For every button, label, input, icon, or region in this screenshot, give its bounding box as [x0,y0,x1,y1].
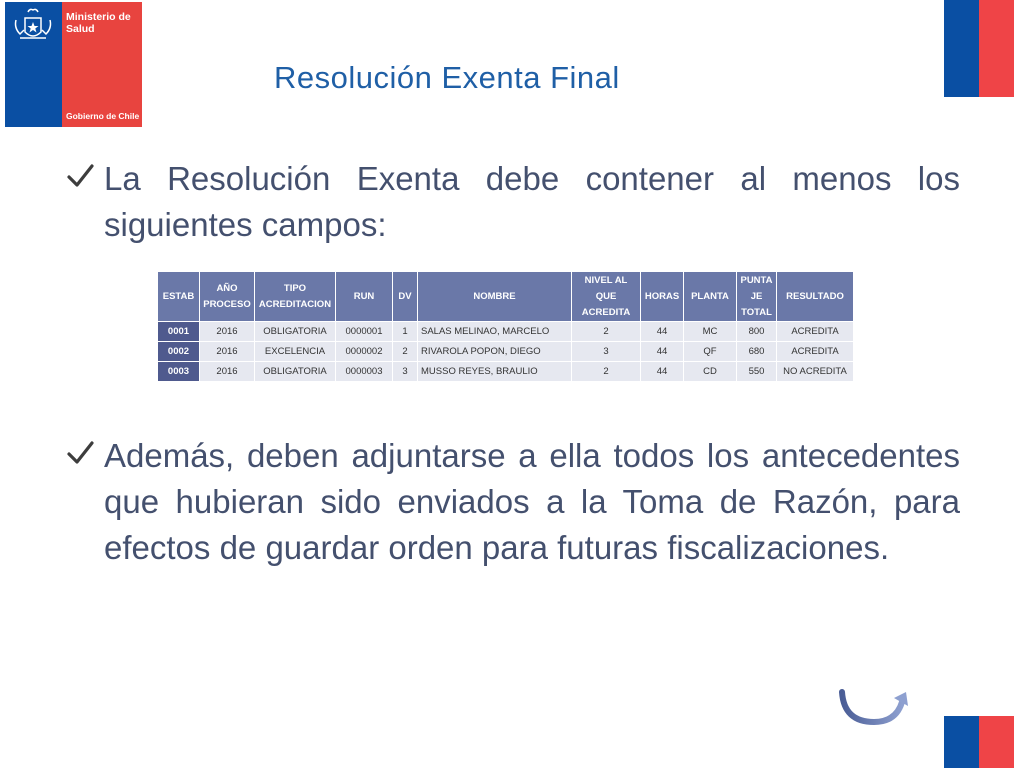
table-cell: 44 [641,362,684,382]
table-cell: RIVAROLA POPON, DIEGO [418,342,572,362]
table-row [158,322,854,342]
table-cell: 550 [737,362,777,382]
table-header-row [158,272,854,322]
table-cell: EXCELENCIA [255,342,336,362]
flag-decoration-top [944,0,1014,97]
table-cell: 44 [641,322,684,342]
bullet-item [66,433,960,571]
column-header: TIPO ACREDITACION [255,272,336,322]
table-cell: MUSSO REYES, BRAULIO [418,362,572,382]
column-header: PUNTA JE TOTAL [737,272,777,322]
bullet-item [66,156,960,248]
logo-footer: Gobierno de Chile [66,111,140,121]
table-cell: 0002 [158,342,200,362]
table-cell: 2016 [200,322,255,342]
table-cell: SALAS MELINAO, MARCELO [418,322,572,342]
table-cell: MC [684,322,737,342]
check-icon [66,162,94,190]
table-cell: 0003 [158,362,200,382]
table-cell: 0001 [158,322,200,342]
table-cell: 1 [393,322,418,342]
column-header: RUN [336,272,393,322]
data-table [157,271,854,382]
table-cell: 0000002 [336,342,393,362]
table-row [158,362,854,382]
column-header: AÑO PROCESO [200,272,255,322]
flag-decoration-bottom [944,716,1014,768]
table-cell: 800 [737,322,777,342]
table-cell: 0000001 [336,322,393,342]
ministerio-logo [5,2,142,127]
column-header: HORAS [641,272,684,322]
table-cell: ACREDITA [777,322,854,342]
table-cell: 680 [737,342,777,362]
column-header: DV [393,272,418,322]
coat-of-arms-icon [10,6,56,46]
table-cell: NO ACREDITA [777,362,854,382]
curved-arrow-icon[interactable] [836,688,914,728]
table-cell: 2016 [200,362,255,382]
table-cell: QF [684,342,737,362]
table-cell: ACREDITA [777,342,854,362]
table-cell: 2 [572,362,641,382]
logo-text: Ministerio de Salud [66,11,131,35]
bullet-text: La Resolución Exenta debe contener al menos los siguientes campos: [104,160,960,243]
column-header: PLANTA [684,272,737,322]
logo-blue-panel [5,2,62,127]
column-header: NIVEL AL QUE ACREDITA [572,272,641,322]
table-cell: 3 [393,362,418,382]
table-cell: 0000003 [336,362,393,382]
logo-red-panel [62,2,142,127]
table-cell: 2 [393,342,418,362]
table-cell: 2 [572,322,641,342]
table-cell: 2016 [200,342,255,362]
table-cell: OBLIGATORIA [255,322,336,342]
table-cell: OBLIGATORIA [255,362,336,382]
column-header: ESTAB [158,272,200,322]
bullet-text: Además, deben adjuntarse a ella todos los antecedentes que hubieran sido enviados a la Toma de Razón, para efectos de guardar orden para futuras fiscalizaciones. [104,437,960,566]
table-row [158,342,854,362]
check-icon [66,439,94,467]
column-header: RESULTADO [777,272,854,322]
table-cell: 3 [572,342,641,362]
table-cell: CD [684,362,737,382]
table-cell: 44 [641,342,684,362]
slide-title: Resolución Exenta Final [274,60,620,95]
column-header: NOMBRE [418,272,572,322]
